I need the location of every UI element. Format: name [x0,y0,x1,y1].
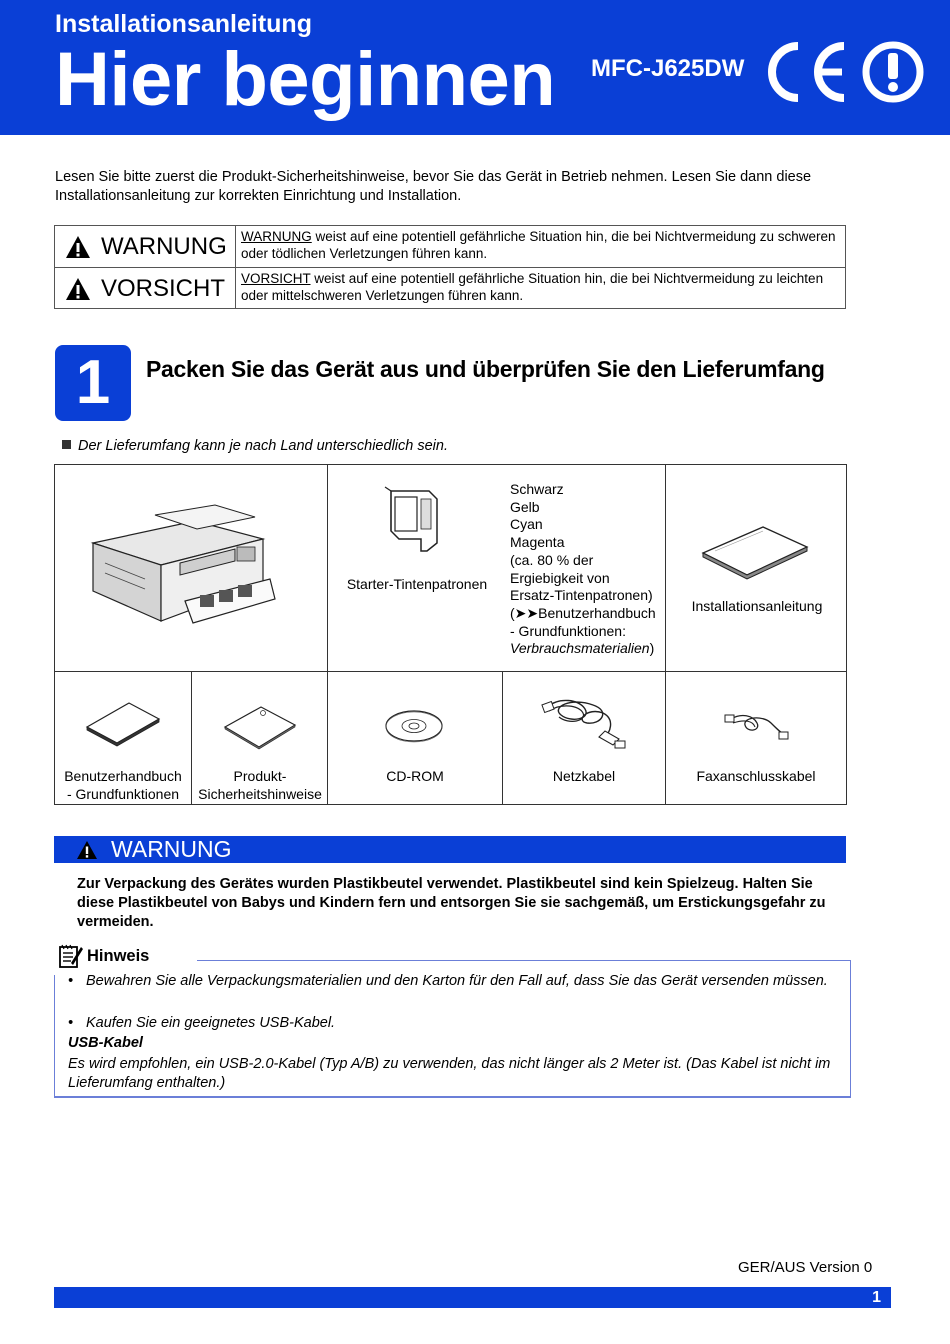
caution-triangle-icon [65,277,91,301]
power-cord-caption: Netzkabel [552,768,616,784]
ink-caption: Starter-Tintenpatronen [346,576,488,592]
grid-divider [502,672,503,804]
ink-note-line: (ca. 80 % der [510,551,594,568]
caution-term: VORSICHT [241,271,311,286]
version-label: GER/AUS Version 0 [738,1259,873,1276]
ink-color: Gelb [510,498,540,515]
ink-color: Magenta [510,534,565,551]
warning-description [241,228,841,262]
ink-color: Cyan [510,516,543,533]
hazard-legend-table [54,225,846,309]
ink-ref-line: - Grundfunktionen: [510,622,626,639]
grid-divider [55,671,846,672]
warning-label: WARNUNG [101,233,227,260]
bullet: • [68,973,74,989]
model-number: MFC-J625DW [591,55,745,82]
ink-ref-line [510,640,670,658]
hint-item-text: Bewahren Sie alle Verpackungsmaterialien und den Karton für den Fall auf, dass Sie das Gerät versenden müssen. [86,973,828,989]
safety-leaflet-illustration [223,703,299,751]
caution-label: VORSICHT [101,275,226,302]
alert-circle-icon [861,40,925,104]
user-guide-caption-line: - Grundfunktionen [66,786,180,802]
ink-ref-text: Benutzerhandbuch [538,604,656,621]
caution-label-cell [55,268,236,309]
install-guide-booklet-illustration [701,523,811,581]
ink-ref-italic: Verbrauchsmaterialien [510,640,650,657]
ink-ref-line [510,605,670,623]
warning-banner-text: Zur Verpackung des Gerätes wurden Plastikbeutel verwendet. Plastikbeutel sind kein Spielzeug. Halten Sie diese Plastikbeutel von Babys und Kindern fern und entsorgen Sie sie sachgemäß, um Erstickungsgefahr zu vermeiden. [77,876,826,930]
warning-banner-label: WARNUNG [111,836,232,862]
install-guide-caption: Installationsanleitung [691,598,823,614]
warning-text: weist auf eine potentiell gefährliche Situation hin, die bei Nichtvermeidung zu schweren oder tödlichen Verletzungen führen kann. [241,229,836,261]
user-guide-caption-line: Benutzerhandbuch [64,768,182,784]
fax-cable-caption: Faxanschlusskabel [696,768,816,784]
hint-list-item [68,1014,848,1033]
ink-ref-close: ) [649,640,655,657]
safety-caption-line: Produkt- [233,768,287,784]
footer-bar [54,1287,891,1308]
user-guide-booklet-illustration [85,699,161,747]
note-pad-icon [57,943,83,969]
step-note [62,438,448,454]
document-subtitle: Installationsanleitung [55,10,312,38]
ink-note-line: Ergiebigkeit von [510,569,610,586]
square-bullet-icon [62,440,71,449]
double-arrow-icon: ➤➤ [514,604,539,621]
ink-note-line: Ersatz-Tintenpatronen) [510,587,653,604]
warning-label-cell [55,226,236,267]
ink-ref-open: ( [510,604,515,621]
fax-cable-illustration [723,709,789,741]
ce-mark-icon [764,40,852,104]
page-number: 1 [872,1289,881,1306]
package-contents-grid [54,464,847,805]
step-note-text: Der Lieferumfang kann je nach Land unterschiedlich sein. [78,438,448,454]
caution-text: weist auf eine potentiell gefährliche Situation hin, die bei Nichtvermeidung zu leichten oder mittelschweren Verletzungen führen kann. [241,271,824,303]
hint-title: Hinweis [87,947,150,965]
grid-divider [191,672,192,804]
hint-list-item [68,972,848,991]
usb-cable-heading: USB-Kabel [68,1035,143,1051]
cd-rom-illustration [384,706,444,746]
document-title: Hier beginnen [55,37,556,122]
warning-row [55,226,845,268]
user-guide-caption [57,767,189,803]
ink-cartridge-illustration [381,485,447,557]
printer-illustration [85,503,280,628]
warning-triangle-icon [65,235,91,259]
safety-caption [193,767,327,803]
caution-description [241,270,841,304]
step-title: Packen Sie das Gerät aus und überprüfen Sie den Lieferumfang [146,356,825,382]
cdrom-caption: CD-ROM [386,768,444,784]
hint-box-top-border [197,960,851,961]
hint-box-left-border [54,975,55,1098]
power-cord-illustration [541,695,629,753]
safety-caption-line: Sicherheitshinweise [198,786,322,802]
caution-row [55,268,845,309]
usb-cable-text: Es wird empfohlen, ein USB-2.0-Kabel (Typ A/B) zu verwenden, das nicht länger als 2 Meter ist. (Das Kabel ist nicht im Lieferumfang enthalten.) [68,1056,831,1091]
bullet: • [68,1015,74,1031]
ink-color: Schwarz [510,481,564,497]
ink-details [510,481,670,658]
hint-item-text: Kaufen Sie ein geeignetes USB-Kabel. [86,1015,336,1031]
grid-divider [327,465,328,804]
warning-term: WARNUNG [241,229,312,244]
intro-paragraph: Lesen Sie bitte zuerst die Produkt-Sicherheitshinweise, bevor Sie das Gerät in Betrieb nehmen. Lesen Sie dann diese Installationsanleitung zur korrekten Einrichtung und Installation. [55,169,812,204]
warning-banner [54,836,846,863]
warning-triangle-icon [76,840,98,860]
step-number-badge: 1 [55,345,131,421]
